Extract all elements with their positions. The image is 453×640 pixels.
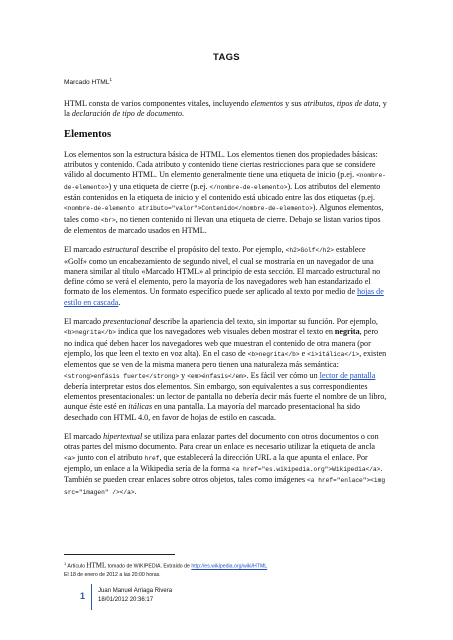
emphasis: presentacional [103,317,151,327]
code-snippet: <nombre-de-elemento atributo="valor">Contenido</nombre-de-elemento> [64,205,313,213]
emphasis: tipos de data [336,99,379,108]
text-run: , pero no indica qué deben hacer los navegadores web que muestran el contenido de otra manera (por ejemplo, los que leen el texto en voz alta). En el caso de [64,327,379,358]
footnote-number: 1 [64,561,67,566]
emphasis: itálicas [128,402,153,412]
paragraph-presentational [64,317,388,423]
bold-text: negrita [334,327,360,337]
footnote-divider [64,554,175,555]
emphasis: elementos [250,99,284,108]
emphasis: hipertextual [103,432,143,442]
code-snippet: <br> [100,216,116,224]
code-snippet: <b>negrita</b> [247,350,300,358]
paragraph-structural [64,245,388,308]
text-run: . [134,486,137,496]
footer-author: Juan Manuel Arriaga Rivera [98,588,173,594]
text-run: , no tienen contenido ni llevan una etiqueta de cierre. Debajo se listan varios tipos de elementos de marcado usados en HTML. [64,214,381,235]
text-run: El marcado [64,432,104,442]
text-run: y [179,370,188,380]
intro-paragraph [64,99,388,120]
code-snippet: </nombre-de-elemento> [209,183,288,191]
text-run: establece «Golf» como un encabezamiento de segundo nivel, el cual se mostraría en un navegador de una manera similar al título «Marcado HTML» al principio de esta sección. El marcado estructural no define cómo se verá el elemento, pero la mayoría de los navegadores web han estandarizado el formato de los elementos. Un formato específico puede ser aplicado al texto por medio de [64,245,381,297]
text-run: El marcado [64,245,104,255]
footer-datetime: 18/01/2012 20:36:17 [98,597,154,603]
text-run: HTML [86,561,107,570]
text-run: , que establecerá la dirección URL a la que apunta el enlace. Por ejemplo, un enlace a la Wikipedia sería de la forma [64,452,368,473]
text-run: Artículo [66,563,87,570]
text-run: junto con el atributo [75,452,145,462]
footnote [64,560,394,579]
code-snippet: <h2>Golf</h2> [285,247,334,255]
emphasis: atributos [303,99,333,108]
text-run: se utiliza para enlazar partes del documento con otros documentos o con otras partes del mismo documento. Para crear un enlace es necesario utilizar la etiqueta de ancla [64,432,379,452]
emphasis: estructural [103,245,139,255]
code-snippet: <i>itálica</i> [307,350,360,358]
section-subtitle [64,77,112,86]
emphasis: declaración de tipo de documento [71,109,183,119]
text-run: . Es fácil ver cómo un [246,370,320,380]
source-link[interactable]: http://es.wikipedia.org/wiki/HTML [191,563,268,570]
text-run: . También se pueden crear enlaces sobre otros objetos, tales como imágenes [64,463,383,485]
text-run: describe la apariencia del texto, sin importar su función. Por ejemplo, [150,317,378,327]
code-snippet: <strong>enfásis fuerte</strong> [64,372,180,380]
text-run: en una pantalla. La mayoría del marcado presentacional ha sido desechado con HTML 4.0, en favor de hojas de estilo en cascada. [64,402,361,422]
text-run: El marcado [64,317,104,327]
code-snippet: <a> [64,454,76,462]
page-footer [80,584,172,610]
code-snippet: <a href="es.wikipedia.org">Wikipedia</a> [231,465,381,473]
text-run: indica que los navegadores web visuales deben mostrar el texto en [115,327,335,337]
footer-info [92,584,172,610]
text-run: ). Algunos elementos, tales como [64,203,384,224]
subtitle-text: Marcado HTML [64,79,110,87]
text-run: . [118,297,121,307]
css-link[interactable]: hojas de estilo en cascada [64,287,384,307]
text-run: , y la [64,99,387,119]
text-run: , existen elementos que se ven de la misma manera pero tienen una naturaleza más semántica: [64,348,387,370]
text-run: e [299,348,308,358]
page-title: TAGS [213,52,240,63]
code-snippet: <nombre-de-elemento> [64,172,386,191]
footnote-line-1 [64,560,394,571]
paragraph-elements [64,150,388,236]
code-snippet: <a href="enlace"><img src="imagen" /></a> [64,477,386,496]
page-number: 1 [80,584,92,610]
text-run: ) y una etiqueta de cierre (p.ej. [108,181,210,191]
code-snippet: <b>negrita</b> [64,329,116,337]
text-run: ). Los atributos del elemento están contenidos en la etiqueta de inicio y el contenido está ubicado entre las dos etiquetas (p.ej. [64,181,381,203]
screen-reader-link[interactable]: lector de pantalla [319,370,376,380]
footnote-ref[interactable]: 1 [109,77,112,82]
text-run: debería interpretar estos dos elementos. Sin embargo, son equivalentes a sus correspondientes elementos presentacionales: un lector de pantalla no debería decir más fuerte el nombre de un libro, aunque éste esté en [64,381,387,412]
text-run: y sus [283,99,304,108]
text-run: Los elementos son la estructura básica de HTML. Los elementos tienen dos propiedades básicas: atributos y contenido. Cada atributo y contenido tiene ciertas restricciones para que se considere válido al documento HTML. Un elemento generalmente tiene una etiqueta de inicio (p.ej. [64,149,378,180]
text-run: . [182,109,185,119]
text-run: HTML consta de varios componentes vitales, incluyendo [64,99,251,108]
footnote-line-2: El 18 de enero de 2012 a las 20:00 horas. [64,571,161,578]
document-body [64,99,388,507]
text-run: tomado de WIKIPEDIA. Extraído de [106,563,192,570]
section-heading: Elementos [64,128,112,140]
code-snippet: href [144,454,160,462]
code-snippet: <em>énfasis</em> [187,372,247,380]
text-run: , [332,99,337,108]
text-run: describe el propósito del texto. Por ejemplo, [138,245,286,255]
paragraph-hypertext [64,432,388,498]
